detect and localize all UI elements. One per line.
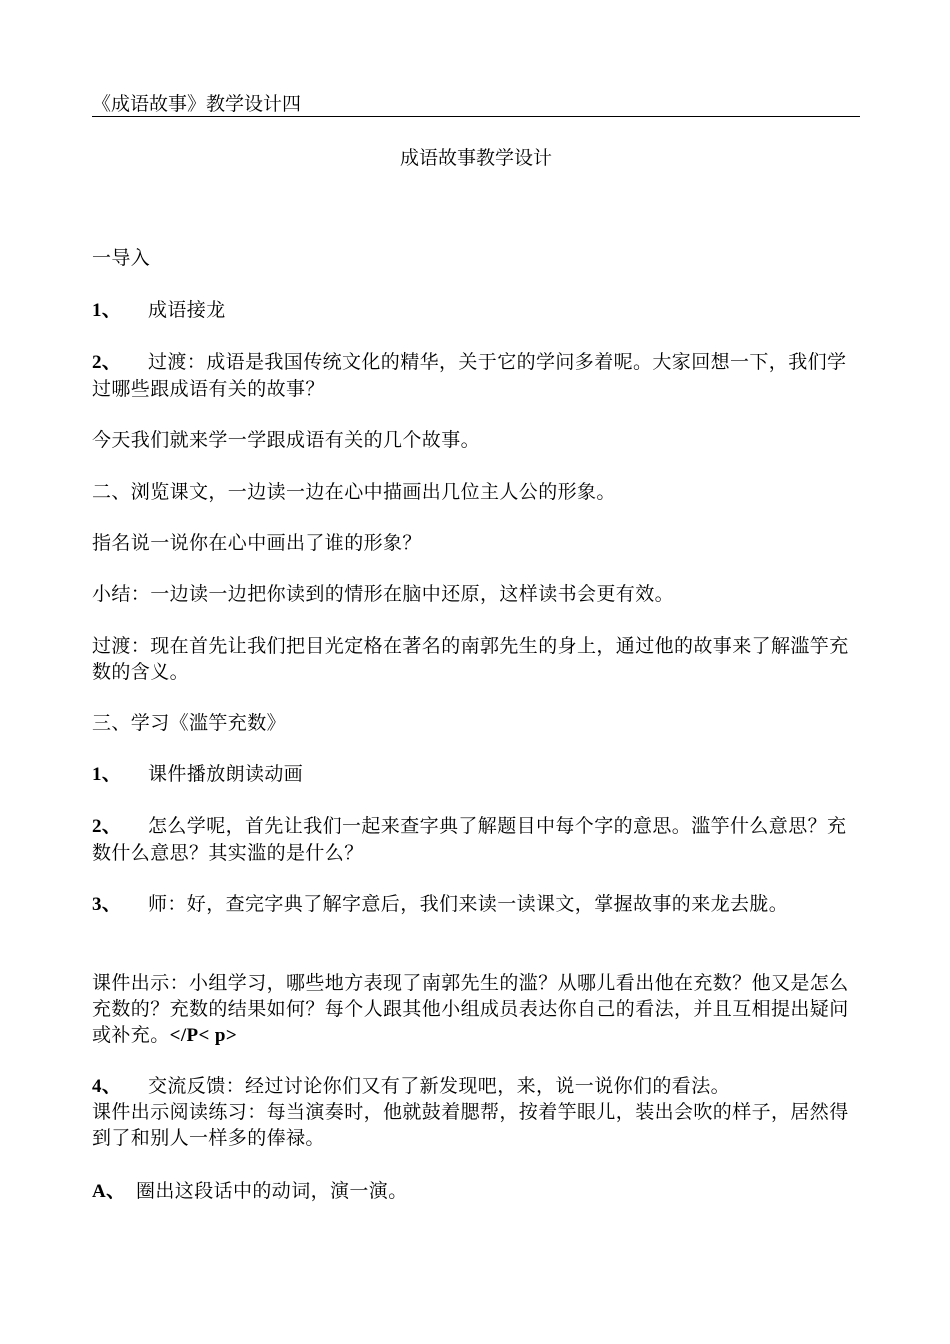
page-header: 《成语故事》教学设计四 — [92, 92, 860, 117]
html-tag-text: </P< p> — [169, 1025, 238, 1046]
paragraph-text: 怎么学呢，首先让我们一起来查字典了解题目中每个字的意思。滥竽什么意思？充数什么意思？其实滥的是什么？ — [92, 815, 847, 864]
paragraph-text: 课件出示：小组学习，哪些地方表现了南郭先生的滥？从哪儿看出他在充数？他又是怎么充数的？充数的结果如何？每个人跟其他小组成员表达你自己的看法，并且互相提出疑问或补充。 — [92, 972, 849, 1046]
list-number: 2、 — [92, 352, 122, 373]
paragraph-verbs — [92, 1178, 860, 1205]
section-browse-heading: 二、浏览课文，一边读一边在心中描画出几位主人公的形象。 — [92, 481, 616, 503]
paragraph-summary: 小结：一边读一边把你读到的情形在脑中还原，这样读书会更有效。 — [92, 583, 675, 605]
paragraph-feedback — [92, 1073, 860, 1100]
paragraph-text: 成语接龙 — [148, 299, 226, 321]
section-intro-heading: 一导入 — [92, 247, 151, 269]
paragraph-today: 今天我们就来学一学跟成语有关的几个故事。 — [92, 429, 481, 451]
list-number: 1、 — [92, 764, 122, 785]
paragraph-reading-exercise: 课件出示阅读练习：每当演奏时，他就鼓着腮帮，按着竽眼儿，装出会吹的样子，居然得到了和别人一样多的俸禄。 — [92, 1101, 849, 1149]
list-number: 1、 — [92, 300, 122, 321]
paragraph-idiom-chain — [92, 297, 860, 324]
document-title: 成语故事教学设计 — [399, 147, 552, 169]
paragraph-group-study — [92, 970, 860, 1049]
paragraph-read-text — [92, 891, 860, 918]
list-number: 3、 — [92, 894, 122, 915]
section-study-heading: 三、学习《滥竽充数》 — [92, 712, 287, 734]
paragraph-text: 过渡：成语是我国传统文化的精华，关于它的学问多着呢。大家回想一下，我们学过哪些跟成语有关的故事？ — [92, 351, 847, 400]
paragraph-text: 圈出这段话中的动词，演一演。 — [136, 1180, 408, 1202]
paragraph-text: 课件播放朗读动画 — [148, 763, 304, 785]
list-number: 2、 — [92, 816, 122, 837]
paragraph-name-say: 指名说一说你在心中画出了谁的形象？ — [92, 532, 422, 554]
paragraph-transition-2: 过渡：现在首先让我们把目光定格在著名的南郭先生的身上，通过他的故事来了解滥竽充数的含义。 — [92, 635, 849, 683]
paragraph-animation — [92, 761, 860, 788]
list-number: A、 — [92, 1181, 126, 1202]
list-number: 4、 — [92, 1076, 122, 1097]
paragraph-dictionary — [92, 813, 860, 866]
paragraph-transition — [92, 349, 860, 402]
paragraph-text: 师：好，查完字典了解字意后，我们来读一读课文，掌握故事的来龙去胧。 — [148, 893, 789, 915]
paragraph-text: 交流反馈：经过讨论你们又有了新发现吧，来，说一说你们的看法。 — [148, 1075, 731, 1097]
